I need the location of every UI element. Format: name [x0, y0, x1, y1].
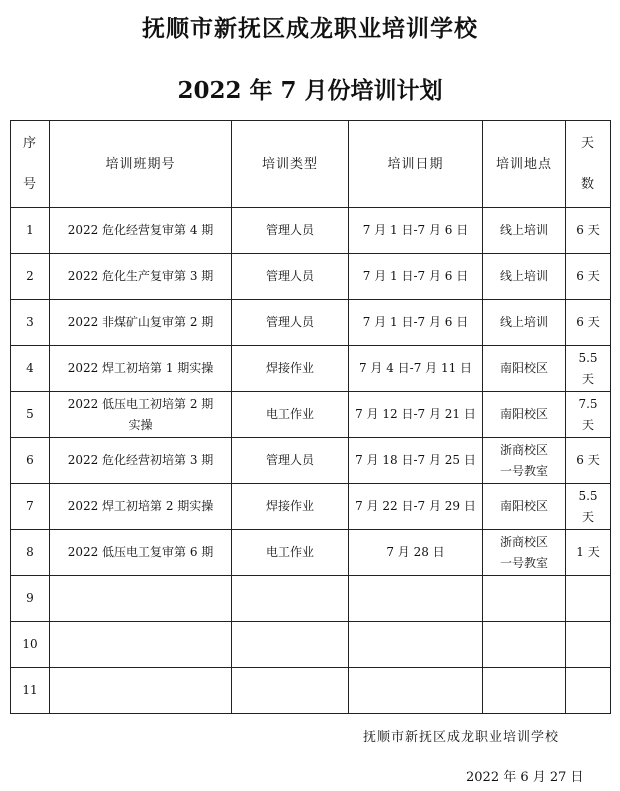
cell-days: [566, 392, 611, 438]
cell-type: [232, 576, 349, 622]
cell-class: 2022 危化经营初培第 3 期: [50, 438, 232, 484]
cell-place: 南阳校区: [483, 484, 566, 530]
cell-type: 电工作业: [232, 392, 349, 438]
header-place: 培训地点: [483, 121, 566, 208]
table-row: [11, 576, 611, 622]
cell-class-line2: 实操: [128, 417, 153, 432]
cell-no: 10: [11, 622, 50, 668]
cell-date: 7 月 22 日-7 月 29 日: [349, 484, 483, 530]
cell-date: [349, 622, 483, 668]
cell-days: [566, 622, 611, 668]
cell-class: [50, 392, 232, 438]
cell-days-unit: 天: [581, 417, 594, 432]
cell-place-line2: 一号教室: [499, 463, 548, 478]
table-row: [11, 392, 611, 438]
cell-type: 焊接作业: [232, 346, 349, 392]
cell-days: 6 天: [566, 438, 611, 484]
table-row: [11, 208, 611, 254]
cell-days-unit: 天: [581, 371, 594, 386]
cell-date: 7 月 18 日-7 月 25 日: [349, 438, 483, 484]
cell-class: 2022 焊工初培第 1 期实操: [50, 346, 232, 392]
cell-type: 管理人员: [232, 254, 349, 300]
cell-date: [349, 576, 483, 622]
cell-class: 2022 非煤矿山复审第 2 期: [50, 300, 232, 346]
cell-class-line1: 2022 低压电工初培第 2 期: [67, 396, 214, 411]
header-date: 培训日期: [349, 121, 483, 208]
cell-days-value: 5.5: [578, 488, 598, 503]
cell-date: 7 月 28 日: [349, 530, 483, 576]
table-row: [11, 300, 611, 346]
issuer-signature: 抚顺市新抚区成龙职业培训学校: [363, 730, 560, 745]
cell-place: 线上培训: [483, 300, 566, 346]
header-type: 培训类型: [232, 121, 349, 208]
cell-days: 6 天: [566, 300, 611, 346]
cell-class: 2022 危化生产复审第 3 期: [50, 254, 232, 300]
cell-date: 7 月 1 日-7 月 6 日: [349, 208, 483, 254]
cell-class: [50, 668, 232, 714]
cell-days: [566, 576, 611, 622]
cell-place: [483, 668, 566, 714]
table-row: [11, 530, 611, 576]
training-plan-table: [10, 120, 611, 714]
cell-class: 2022 危化经营复审第 4 期: [50, 208, 232, 254]
cell-date: 7 月 1 日-7 月 6 日: [349, 300, 483, 346]
cell-date: 7 月 12 日-7 月 21 日: [349, 392, 483, 438]
cell-no: 9: [11, 576, 50, 622]
cell-days: 1 天: [566, 530, 611, 576]
cell-days-unit: 天: [581, 509, 594, 524]
cell-days: 6 天: [566, 208, 611, 254]
cell-place: 南阳校区: [483, 392, 566, 438]
cell-class: [50, 576, 232, 622]
cell-class: 2022 低压电工复审第 6 期: [50, 530, 232, 576]
cell-place: [483, 530, 566, 576]
cell-place: 线上培训: [483, 208, 566, 254]
table-row: [11, 668, 611, 714]
table-header-row: [11, 121, 611, 208]
cell-place: 南阳校区: [483, 346, 566, 392]
header-class: 培训班期号: [50, 121, 232, 208]
cell-place: [483, 622, 566, 668]
header-seq-top: 序: [22, 136, 37, 151]
cell-type: 管理人员: [232, 438, 349, 484]
table-row: [11, 622, 611, 668]
cell-date: 7 月 1 日-7 月 6 日: [349, 254, 483, 300]
cell-place-line1: 浙商校区: [499, 534, 548, 549]
cell-days: 6 天: [566, 254, 611, 300]
cell-no: 2: [11, 254, 50, 300]
cell-class: [50, 622, 232, 668]
cell-days: [566, 484, 611, 530]
cell-type: 管理人员: [232, 208, 349, 254]
cell-place: [483, 576, 566, 622]
document-title: 抚顺市新抚区成龙职业培训学校: [142, 15, 478, 42]
cell-type: [232, 622, 349, 668]
cell-no: 4: [11, 346, 50, 392]
cell-no: 8: [11, 530, 50, 576]
cell-no: 3: [11, 300, 50, 346]
header-days-top: 天: [580, 136, 595, 151]
cell-type: 焊接作业: [232, 484, 349, 530]
cell-class: 2022 焊工初培第 2 期实操: [50, 484, 232, 530]
cell-type: 管理人员: [232, 300, 349, 346]
cell-days-value: 7.5: [578, 396, 598, 411]
cell-days: [566, 346, 611, 392]
cell-place-line2: 一号教室: [499, 555, 548, 570]
cell-type: 电工作业: [232, 530, 349, 576]
cell-type: [232, 668, 349, 714]
header-seq: [11, 121, 50, 208]
cell-no: 1: [11, 208, 50, 254]
cell-date: 7 月 4 日-7 月 11 日: [349, 346, 483, 392]
cell-days-value: 5.5: [578, 350, 598, 365]
header-days-bottom: 数: [580, 177, 595, 192]
cell-place-line1: 浙商校区: [499, 442, 548, 457]
cell-place: [483, 438, 566, 484]
table-row: [11, 484, 611, 530]
table-row: [11, 438, 611, 484]
cell-place: 线上培训: [483, 254, 566, 300]
table-row: [11, 346, 611, 392]
cell-no: 7: [11, 484, 50, 530]
header-seq-bottom: 号: [22, 177, 37, 192]
header-days: [566, 121, 611, 208]
cell-days: [566, 668, 611, 714]
issue-date: 2022 年 6 月 27 日: [466, 770, 584, 785]
table-row: [11, 254, 611, 300]
document-subtitle: 2022 年 7 月份培训计划: [177, 77, 443, 104]
cell-no: 11: [11, 668, 50, 714]
cell-date: [349, 668, 483, 714]
cell-no: 5: [11, 392, 50, 438]
cell-no: 6: [11, 438, 50, 484]
